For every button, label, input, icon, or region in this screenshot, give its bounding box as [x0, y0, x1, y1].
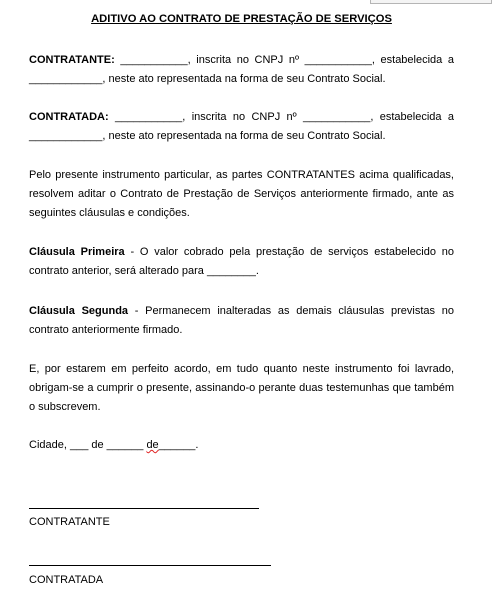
- clausula-segunda-text: - Permanecem inalteradas as demais cláusulas previstas no contrato anteriormente firmado.: [29, 305, 455, 336]
- contratada-label: CONTRATADA:: [29, 111, 109, 123]
- clausula-segunda-label: Cláusula Segunda: [29, 305, 129, 317]
- city-date-text-end: ______.: [158, 439, 199, 451]
- contratante-text: ___________, inscrita no CNPJ nº ___________, estabelecida a ____________, neste ato representada na forma de seu Contrato Social.: [29, 54, 454, 85]
- clausula-primeira-text: - O valor cobrado pela prestação de serviços estabelecido no contrato anterior, será alterado para ________.: [29, 246, 455, 277]
- intro-paragraph: Pelo presente instrumento particular, as partes CONTRATANTES acima qualificadas, resolvem aditar o Contrato de Prestação de Serviços anteriormente firmado, ante as seguintes cláusulas e condições.: [29, 169, 454, 219]
- contratada-text: ___________, inscrita no CNPJ nº ___________, estabelecida a ____________, neste ato representada na forma de seu Contrato Social.: [29, 111, 454, 142]
- contratante-label: CONTRATANTE:: [29, 54, 115, 66]
- document-title: ADITIVO AO CONTRATO DE PRESTAÇÃO DE SERVIÇOS: [91, 13, 392, 25]
- contratada-signature-label: CONTRATADA: [29, 574, 104, 586]
- clausula-primeira-label: Cláusula Primeira: [29, 246, 125, 258]
- contratante-signature-label: CONTRATANTE: [29, 516, 110, 528]
- clausula-segunda-paragraph: [29, 302, 454, 340]
- city-date-word-de: de: [146, 439, 159, 451]
- city-date-text-start: Cidade, ___ de ______: [29, 439, 147, 451]
- contratante-signature-line: [29, 508, 259, 509]
- closing-paragraph: E, por estarem em perfeito acordo, em tudo quanto neste instrumento foi lavrado, obrigam-se a cumprir o presente, assinando-o perante duas testemunhas que também o subscrevem.: [29, 363, 454, 413]
- corner-tab-label: [377, 0, 429, 1]
- contratada-signature-line: [29, 565, 271, 566]
- corner-tab: [370, 0, 492, 4]
- contratada-paragraph: [29, 108, 454, 146]
- contratante-paragraph: [29, 51, 454, 89]
- city-date-line: [29, 436, 198, 455]
- clausula-primeira-paragraph: [29, 243, 454, 281]
